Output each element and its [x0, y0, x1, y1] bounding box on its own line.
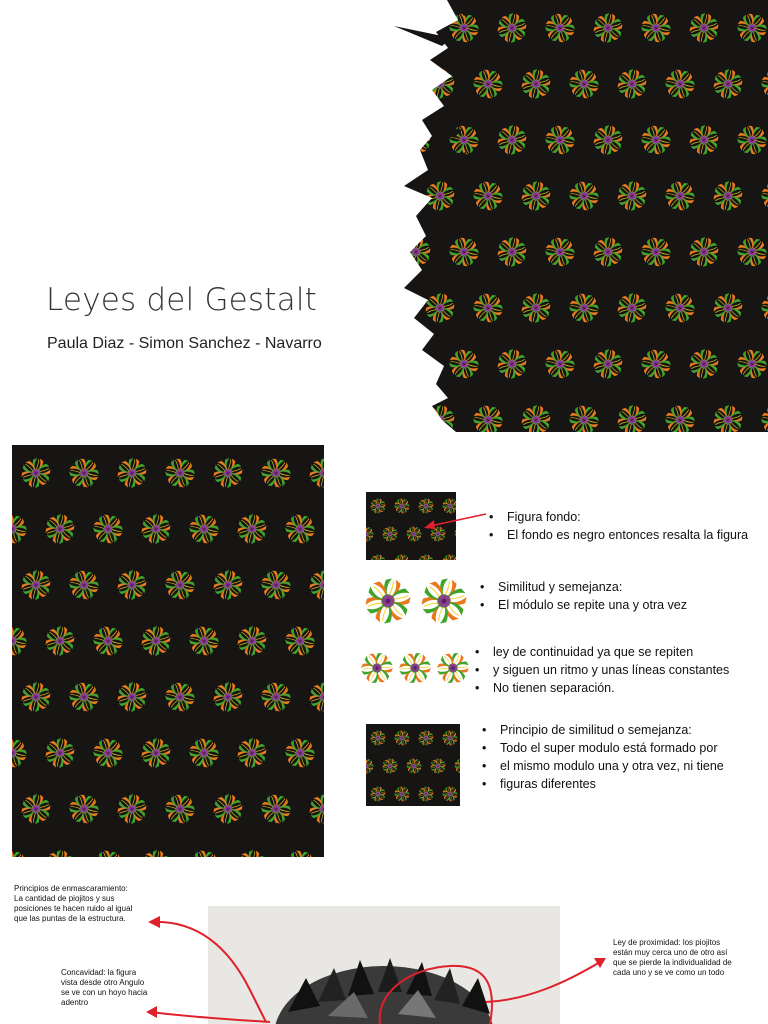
law-similarity [480, 578, 687, 614]
law-item: • el mismo modulo una y otra vez, ni tiene [482, 757, 724, 775]
law-item: • Figura fondo: [489, 508, 748, 526]
law-item: • ley de continuidad ya que se repiten [475, 643, 729, 661]
authors: Paula Diaz - Simon Sanchez - Navarro [47, 335, 322, 352]
law-item: • figuras diferentes [482, 775, 724, 793]
continuity-modules [358, 648, 472, 688]
law-item: • y siguen un ritmo y unas líneas constantes [475, 661, 729, 679]
law-continuity [475, 643, 729, 697]
law-item: • Principio de similitud o semejanza: [482, 721, 724, 739]
law-super-module [482, 721, 724, 793]
red-arrow-icon [418, 510, 490, 532]
page-title: Leyes del Gestalt [46, 282, 318, 318]
law-figure-ground [489, 508, 748, 544]
masking-note-body: La cantidad de piojitos y sus posiciones te hacen ruido al igual que las puntas de la estructura. [14, 894, 133, 923]
law-item: • Similitud y semejanza: [480, 578, 687, 596]
law-item: • El fondo es negro entonces resalta la figura [489, 526, 748, 544]
similarity-modules [362, 574, 470, 628]
proximity-note: Ley de proximidad: los piojitos están muy cerca uno de otro así que se pierde la individualidad de cada uno y se ve como un todo [613, 938, 732, 977]
law-item: • Todo el super modulo está formado por [482, 739, 724, 757]
cover-pattern [392, 0, 768, 432]
law-item: • El módulo se repite una y otra vez [480, 596, 687, 614]
pattern-panel [12, 445, 324, 857]
concavity-note: Concavidad: la figura vista desde otro Angulo se ve con un hoyo hacia adentro [61, 968, 148, 1007]
annotation-arrows [0, 900, 768, 1024]
law-item: • No tienen separación. [475, 679, 729, 697]
super-module-thumbnail [366, 724, 460, 806]
masking-note-title: Principios de enmascaramiento: [14, 884, 128, 893]
